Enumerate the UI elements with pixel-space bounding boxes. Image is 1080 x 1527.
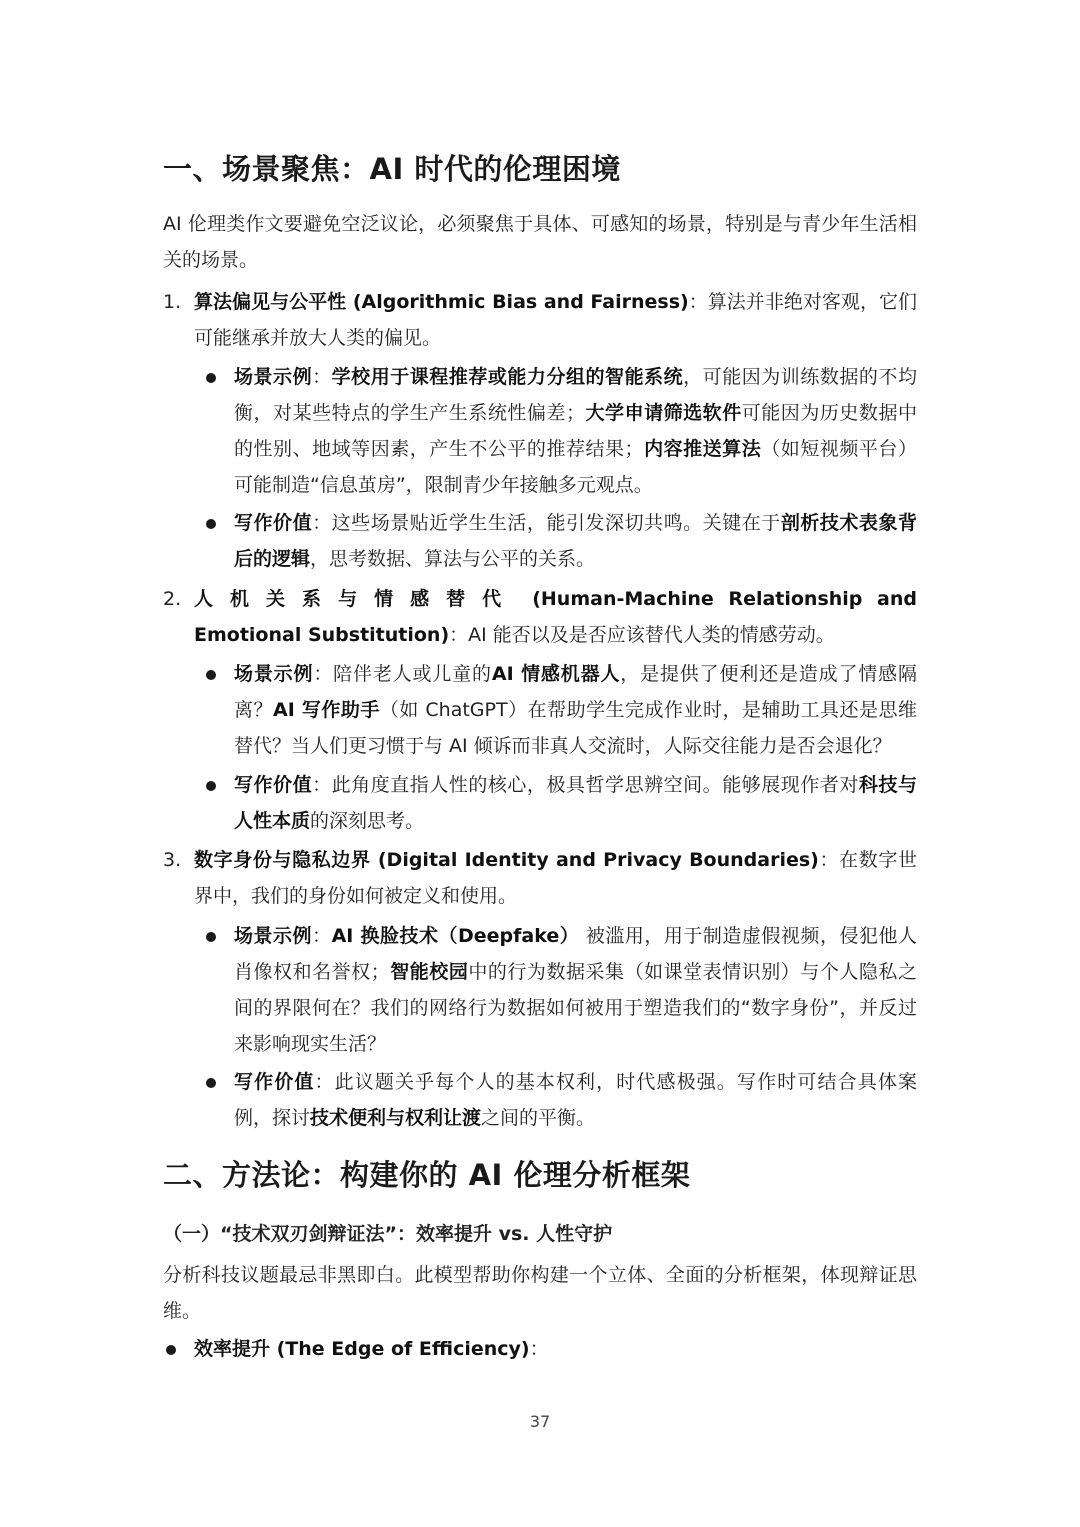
list-number: 2. — [163, 588, 182, 610]
bullet-example-3: 场景示例：AI 换脸技术（Deepfake） 被滥用，用于制造虚假视频，侵犯他人肖像权和名誉权；智能校园中的行为数据采集（如课堂表情识别）与个人隐私之间的界限何在？我们的网络行为数据如何被用于塑造我们的“数字身份”，并反过来影响现实生活？ — [203, 918, 917, 1062]
bullet-dot — [206, 932, 216, 942]
section-2-heading: 二、方法论：构建你的 AI 伦理分析框架 — [163, 1158, 691, 1192]
bullet-dot — [166, 1345, 176, 1355]
section-1-heading: 一、场景聚焦：AI 时代的伦理困境 — [163, 152, 621, 186]
bullet-dot — [206, 1078, 216, 1088]
list-number: 3. — [163, 849, 182, 871]
bullet-efficiency: 效率提升 (The Edge of Efficiency)： — [163, 1331, 917, 1367]
item-title: 算法偏见与公平性 (Algorithmic Bias and Fairness) — [194, 291, 689, 313]
bullet-example-1: 场景示例：学校用于课程推荐或能力分组的智能系统，可能因为训练数据的不均衡，对某些特点的学生产生系统性偏差；大学申请筛选软件可能因为历史数据中的性别、地域等因素，产生不公平的推荐结果；内容推送算法（如短视频平台）可能制造“信息茧房”，限制青少年接触多元观点。 — [203, 359, 917, 503]
list-item-2: 2. 人机关系与情感替代 (Human-Machine Relationship and Emotional Substitution)：AI 能否以及是否应该替代人类的情感劳动。 — [163, 581, 917, 653]
bullet-dot — [206, 373, 216, 383]
list-item-1: 1. 算法偏见与公平性 (Algorithmic Bias and Fairness)：算法并非绝对客观，它们可能继承并放大人类的偏见。 — [163, 284, 917, 356]
list-item-3: 3. 数字身份与隐私边界 (Digital Identity and Privacy Boundaries)：在数字世界中，我们的身份如何被定义和使用。 — [163, 842, 917, 914]
bullet-dot — [206, 781, 216, 791]
bullet-dot — [206, 670, 216, 680]
section-2-subheading: （一）“技术双刃剑辩证法”：效率提升 vs. 人性守护 — [163, 1223, 613, 1245]
section-2-intro: 分析科技议题最忌非黑即白。此模型帮助你构建一个立体、全面的分析框架，体现辩证思维。 — [163, 1264, 917, 1322]
section-1-intro: AI 伦理类作文要避免空泛议论，必须聚焦于具体、可感知的场景，特别是与青少年生活相关的场景。 — [163, 213, 917, 271]
item-title: 数字身份与隐私边界 (Digital Identity and Privacy Boundaries) — [194, 849, 819, 871]
bullet-example-2: 场景示例：陪伴老人或儿童的AI 情感机器人，是提供了便利还是造成了情感隔离？AI 写作助手（如 ChatGPT）在帮助学生完成作业时，是辅助工具还是思维替代？当人们更习惯于与 AI 倾诉而非真人交流时，人际交往能力是否会退化？ — [203, 656, 917, 764]
bullet-dot — [206, 519, 216, 529]
bullet-value-2: 写作价值：此角度直指人性的核心，极具哲学思辨空间。能够展现作者对科技与人性本质的深刻思考。 — [203, 767, 917, 839]
bullet-value-3: 写作价值：此议题关乎每个人的基本权利，时代感极强。写作时可结合具体案例，探讨技术便利与权利让渡之间的平衡。 — [203, 1064, 917, 1136]
bullet-value-1: 写作价值：这些场景贴近学生生活，能引发深切共鸣。关键在于剖析技术表象背后的逻辑，思考数据、算法与公平的关系。 — [203, 505, 917, 577]
page-number: 37 — [529, 1412, 551, 1431]
item-title: 人机关系与情感替代 — [194, 588, 519, 610]
list-number: 1. — [163, 291, 182, 313]
